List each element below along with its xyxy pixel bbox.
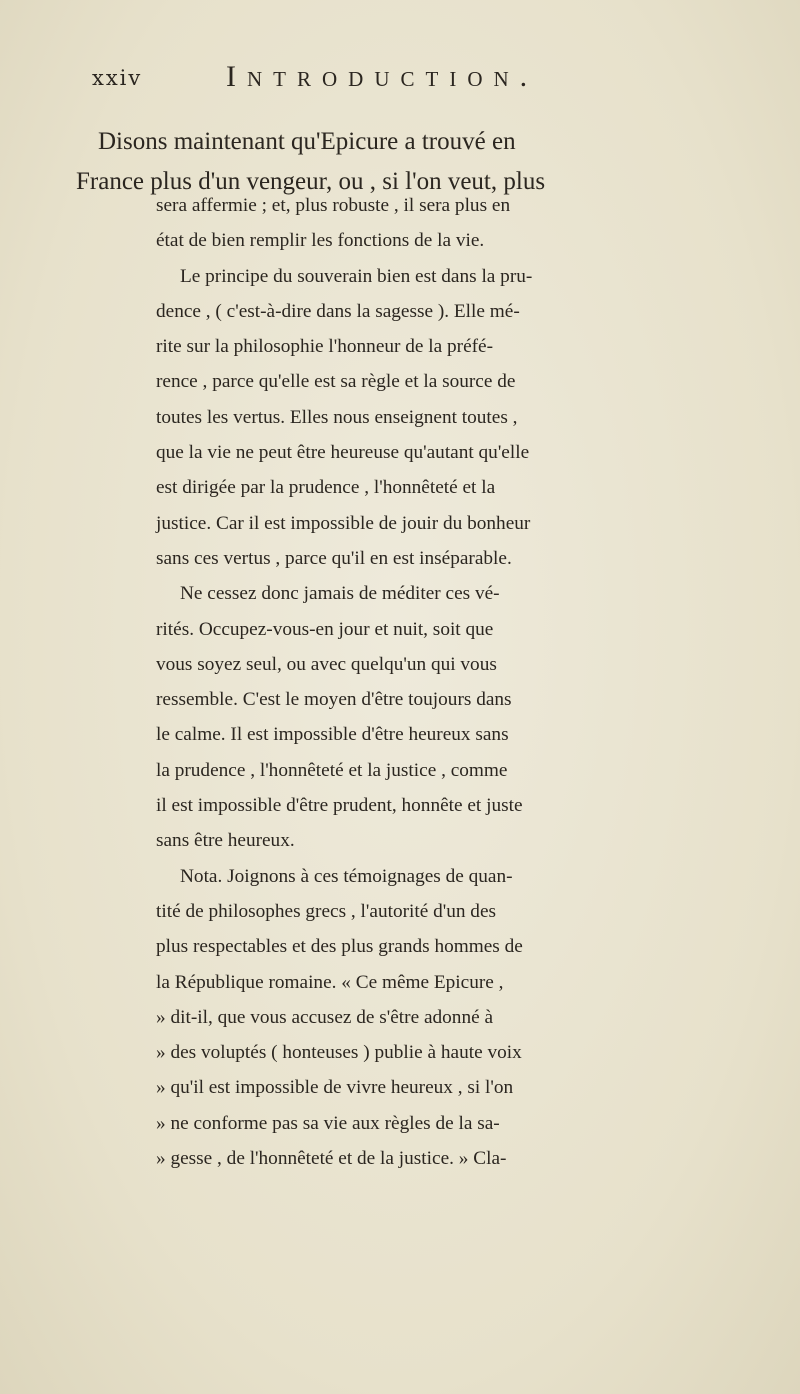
text-line: que la vie ne peut être heureuse qu'autant qu'elle xyxy=(156,442,530,464)
text-line: » dit-il, que vous accusez de s'être adonné à xyxy=(156,1006,494,1028)
body-text xyxy=(156,188,756,1176)
text-line: sans ces vertus , parce qu'il en est inséparable. xyxy=(156,547,512,569)
page-header xyxy=(92,60,752,106)
text-line: plus respectables et des plus grands hommes de xyxy=(156,936,523,958)
text-line: la prudence , l'honnêteté et la justice , comme xyxy=(156,759,508,781)
text-line: Le principe du souverain bien est dans la pru- xyxy=(180,265,533,287)
lead-line: Disons maintenant qu'Epicure a trouvé en xyxy=(98,128,516,155)
text-line: » qu'il est impossible de vivre heureux , si l'on xyxy=(156,1077,514,1099)
lead-line: France plus d'un vengeur, ou , si l'on veut, plus xyxy=(76,168,546,195)
text-line: rités. Occupez-vous-en jour et nuit, soit que xyxy=(156,618,494,640)
text-line: » ne conforme pas sa vie aux règles de la sa- xyxy=(156,1112,500,1134)
text-line: » gesse , de l'honnêteté et de la justice. » Cla- xyxy=(156,1148,507,1170)
text-line: rite sur la philosophie l'honneur de la préfé- xyxy=(156,336,494,358)
text-line: rence , parce qu'elle est sa règle et la source de xyxy=(156,371,516,393)
text-line: il est impossible d'être prudent, honnête et juste xyxy=(156,795,523,817)
text-line: ressemble. C'est le moyen d'être toujours dans xyxy=(156,689,512,711)
text-line: tité de philosophes grecs , l'autorité d'un des xyxy=(156,900,497,922)
text-line: vous soyez seul, ou avec quelqu'un qui vous xyxy=(156,653,497,675)
text-line: » des voluptés ( honteuses ) publie à haute voix xyxy=(156,1042,522,1064)
text-line: est dirigée par la prudence , l'honnêteté et la xyxy=(156,477,496,499)
text-line: Nota. Joignons à ces témoignages de quan- xyxy=(180,865,513,887)
text-line: toutes les vertus. Elles nous enseignent toutes , xyxy=(156,406,518,428)
text-line: sans être heureux. xyxy=(156,830,295,852)
text-line: justice. Car il est impossible de jouir du bonheur xyxy=(156,512,531,534)
text-line: état de bien remplir les fonctions de la vie. xyxy=(156,230,485,252)
page-number: xxiv xyxy=(92,66,143,90)
text-line: sera affermie ; et, plus robuste , il sera plus en xyxy=(156,195,511,216)
running-title: Introduction. xyxy=(226,60,539,93)
text-line: dence , ( c'est-à-dire dans la sagesse ). Elle mé- xyxy=(156,300,520,322)
text-line: la République romaine. « Ce même Epicure , xyxy=(156,971,504,993)
text-line: Ne cessez donc jamais de méditer ces vé- xyxy=(180,583,500,605)
text-line: le calme. Il est impossible d'être heureux sans xyxy=(156,724,509,746)
